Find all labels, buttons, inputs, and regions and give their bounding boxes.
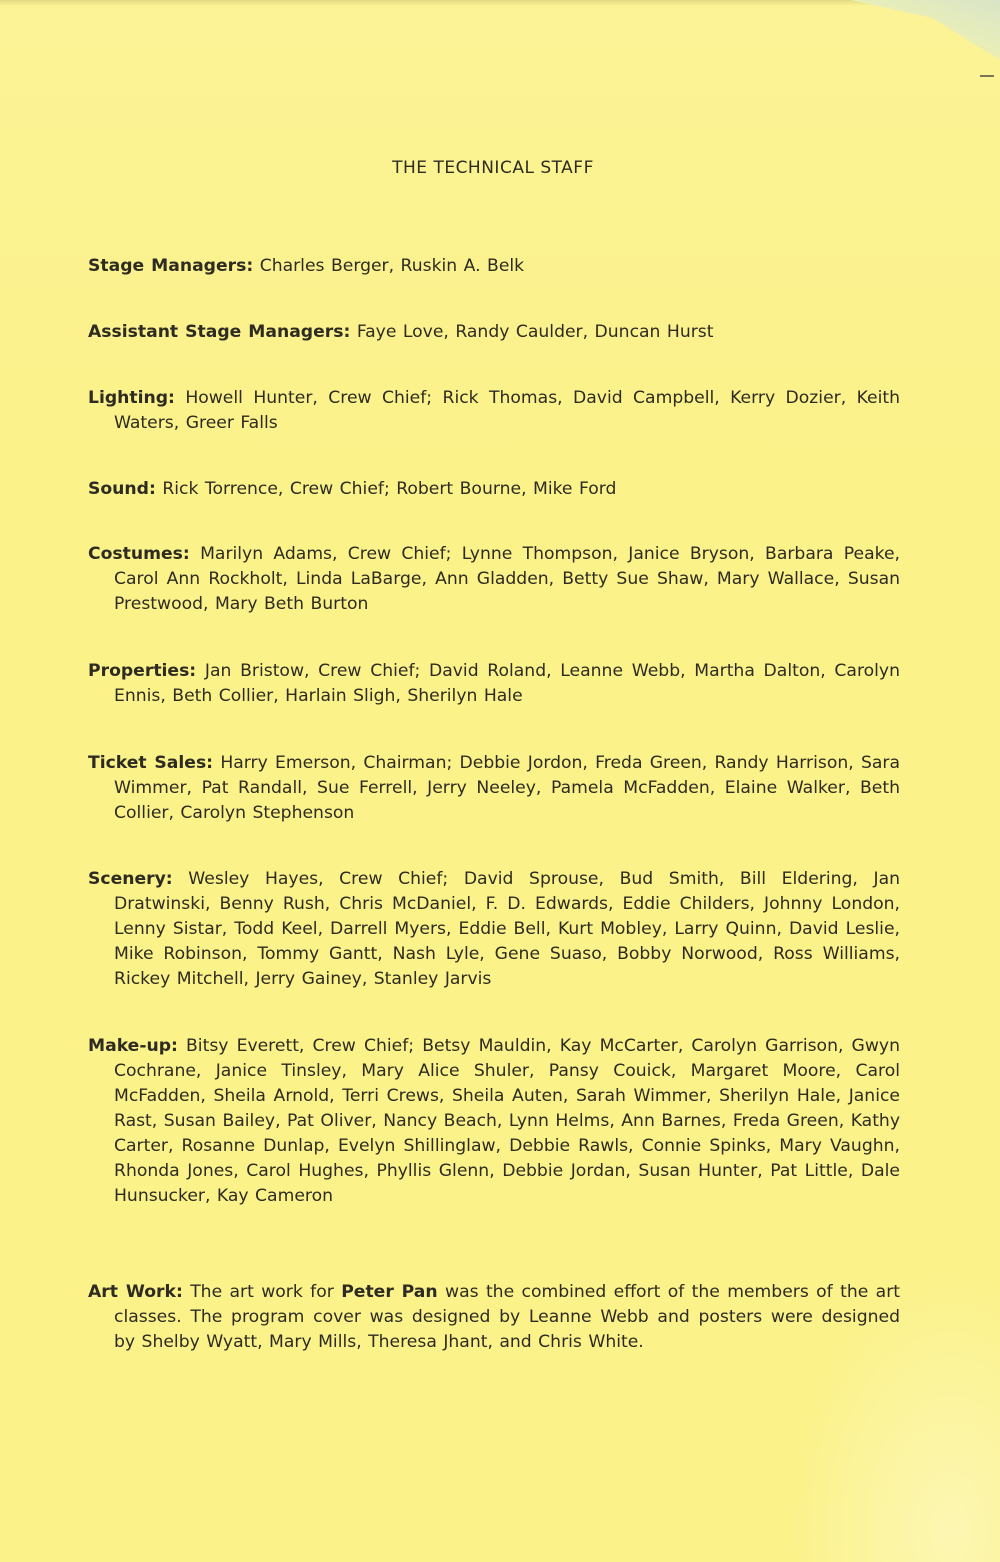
section-sound	[88, 477, 900, 502]
section-label: Costumes:	[88, 544, 190, 564]
section-label: Assistant Stage Managers:	[88, 322, 351, 342]
section-assistant-stage-managers	[88, 320, 900, 345]
section-names: Marilyn Adams, Crew Chief; Lynne Thompson, Janice Bryson, Barbara Peake, Carol Ann Rockholt, Linda LaBarge, Ann Gladden, Betty Sue Shaw, Mary Wallace, Susan Prestwood, Mary Beth Burton	[114, 544, 900, 614]
section-names: Wesley Hayes, Crew Chief; David Sprouse, Bud Smith, Bill Eldering, Jan Dratwinski, Benny Rush, Chris McDaniel, F. D. Edwards, Eddie Childers, Johnny London, Lenny Sistar, Todd Keel, Darrell Myers, Eddie Bell, Kurt Mobley, Larry Quinn, David Leslie, Mike Robinson, Tommy Gantt, Nash Lyle, Gene Suaso, Bobby Norwood, Ross Williams, Rickey Mitchell, Jerry Gainey, Stanley Jarvis	[114, 869, 900, 989]
section-label: Properties:	[88, 661, 197, 681]
section-stage-managers	[88, 254, 900, 279]
section-label: Make-up:	[88, 1036, 178, 1056]
section-names: Rick Torrence, Crew Chief; Robert Bourne, Mike Ford	[162, 479, 617, 499]
page-title: THE TECHNICAL STAFF	[392, 158, 594, 178]
section-names: Howell Hunter, Crew Chief; Rick Thomas, David Campbell, Kerry Dozier, Keith Waters, Greer Falls	[114, 388, 900, 433]
art-work-text-after: was the combined effort of the members of the art classes. The program cover was designed by Leanne Webb and posters were designed by Shelby Wyatt, Mary Mills, Theresa Jhant, and Chris White.	[114, 1282, 901, 1352]
torn-corner	[850, 0, 1000, 60]
section-make-up	[88, 1034, 900, 1209]
art-work-text-before: The art work for	[190, 1282, 334, 1302]
section-label: Art Work:	[88, 1282, 183, 1302]
section-lighting	[88, 386, 900, 436]
paper-top-edge	[0, 0, 1000, 6]
section-costumes	[88, 542, 900, 617]
section-names: Jan Bristow, Crew Chief; David Roland, Leanne Webb, Martha Dalton, Carolyn Ennis, Beth Collier, Harlain Sligh, Sherilyn Hale	[114, 661, 900, 706]
section-label: Lighting:	[88, 388, 175, 408]
section-names: Harry Emerson, Chairman; Debbie Jordon, Freda Green, Randy Harrison, Sara Wimmer, Pat Randall, Sue Ferrell, Jerry Neeley, Pamela McFadden, Elaine Walker, Beth Collier, Carolyn Stephenson	[114, 753, 900, 823]
section-label: Stage Managers:	[88, 256, 254, 276]
margin-mark	[980, 75, 994, 77]
show-title: Peter Pan	[341, 1282, 438, 1302]
section-names: Bitsy Everett, Crew Chief; Betsy Mauldin, Kay McCarter, Carolyn Garrison, Gwyn Cochrane, Janice Tinsley, Mary Alice Shuler, Pansy Couick, Margaret Moore, Carol McFadden, Sheila Arnold, Terri Crews, Sheila Auten, Sarah Wimmer, Sherilyn Hale, Janice Rast, Susan Bailey, Pat Oliver, Nancy Beach, Lynn Helms, Ann Barnes, Freda Green, Kathy Carter, Rosanne Dunlap, Evelyn Shillinglaw, Debbie Rawls, Connie Spinks, Mary Vaughn, Rhonda Jones, Carol Hughes, Phyllis Glenn, Debbie Jordan, Susan Hunter, Pat Little, Dale Hunsucker, Kay Cameron	[114, 1036, 901, 1206]
section-names: Faye Love, Randy Caulder, Duncan Hurst	[356, 322, 714, 342]
section-label: Scenery:	[88, 869, 173, 889]
section-scenery	[88, 867, 900, 992]
section-names: Charles Berger, Ruskin A. Belk	[259, 256, 525, 276]
section-label: Sound:	[88, 479, 156, 499]
section-art-work	[88, 1280, 900, 1355]
section-ticket-sales	[88, 751, 900, 826]
section-properties	[88, 659, 900, 709]
section-label: Ticket Sales:	[88, 753, 214, 773]
